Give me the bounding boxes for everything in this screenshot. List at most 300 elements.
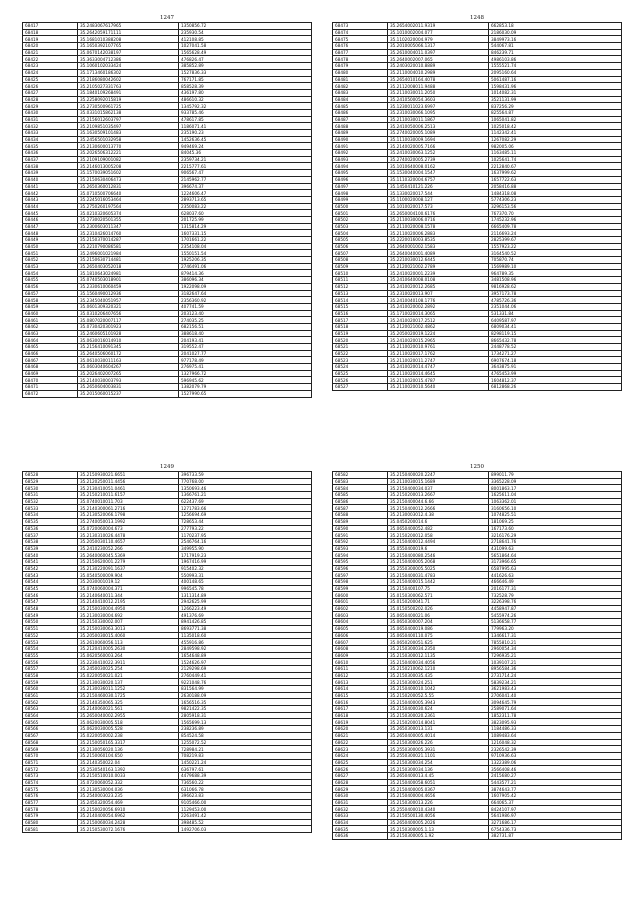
record-id-cell: 68631 — [333, 799, 388, 806]
coordinate-cell: 35.2140350065.325 — [78, 699, 179, 706]
amount-cell: 1063362.01 — [489, 498, 622, 505]
record-id-cell: 68545 — [23, 585, 78, 592]
amount-cell: 412108.85 — [179, 36, 312, 43]
record-id-cell: 68602 — [333, 605, 388, 612]
coordinate-cell: 35.2410230052.266 — [78, 545, 179, 552]
table-row — [23, 370, 312, 377]
coordinate-cell: 35.2410040108.1776 — [388, 297, 489, 304]
record-id-cell: 68468 — [23, 364, 78, 371]
table-row — [23, 330, 312, 337]
amount-cell: 5641986.97 — [489, 813, 622, 820]
record-id-cell: 68467 — [23, 357, 78, 364]
table-row — [333, 170, 622, 177]
amount-cell: 767370.70 — [489, 210, 622, 217]
table-row — [333, 203, 622, 210]
coordinate-cell: 35.2120410005.2630 — [78, 645, 179, 652]
page-1250 — [332, 463, 622, 840]
record-id-cell: 68578 — [23, 806, 78, 813]
page-number: 1249 — [160, 464, 174, 470]
record-id-cell: 68419 — [23, 36, 78, 43]
table-row — [23, 672, 312, 679]
table-row — [333, 364, 622, 371]
amount-cell: 385852.89 — [179, 63, 312, 70]
table-row — [333, 612, 622, 619]
amount-cell: 1014082.31 — [489, 89, 622, 96]
coordinate-cell: 35.2130036011.1252 — [78, 686, 179, 693]
coordinate-cell: 35.2150400044.6.66 — [388, 498, 489, 505]
coordinate-cell: 35.2050030110.4657 — [78, 538, 179, 545]
coordinate-cell: 35.2150510010.0033 — [78, 772, 179, 779]
table-row — [23, 109, 312, 116]
amount-cell: 1492706.03 — [179, 826, 312, 833]
record-id-cell: 68441 — [23, 183, 78, 190]
amount-cell: 837256.29 — [489, 103, 622, 110]
coordinate-cell: 35.2642059171111 — [78, 29, 179, 36]
amount-cell: 631066.78 — [179, 786, 312, 793]
coordinate-cell: 35.0620030005.528 — [78, 726, 179, 733]
coordinate-cell: 35.2130056020.136 — [78, 746, 179, 753]
coordinate-cell: 35.2730020501355 — [78, 216, 179, 223]
amount-cell: 386096.34 — [179, 277, 312, 284]
table-row — [23, 83, 312, 90]
coordinate-cell: 35.2186080042602 — [78, 76, 179, 83]
record-id-cell: 68596 — [333, 565, 388, 572]
coordinate-cell: 35.2110020015.4787 — [388, 377, 489, 384]
table-row — [23, 323, 312, 330]
coordinate-cell: 35.2110020006.2883 — [388, 230, 489, 237]
amount-cell: 2326542.39 — [489, 746, 622, 753]
table-row — [333, 89, 622, 96]
coordinate-cell: 35.0720060004.673 — [78, 525, 179, 532]
table-row — [333, 692, 622, 699]
table-row — [23, 579, 312, 586]
amount-cell: 3957173.78 — [489, 290, 622, 297]
coordinate-cell: 35.2640040001.4089 — [388, 250, 489, 257]
table-row — [333, 772, 622, 779]
amount-cell: 1089483.64 — [489, 732, 622, 739]
record-id-cell: 68608 — [333, 645, 388, 652]
amount-cell: 628037.60 — [179, 210, 312, 217]
record-id-cell: 68543 — [23, 572, 78, 579]
coordinate-cell: 35.2150210011.6157 — [78, 492, 179, 499]
coordinate-cell: 35.2110030011.2050 — [388, 89, 489, 96]
amount-cell: 1163485.11 — [489, 150, 622, 157]
coordinate-cell: 35.1650392107765 — [78, 43, 179, 50]
table-row — [23, 36, 312, 43]
table-row — [333, 136, 622, 143]
record-id-cell: 68470 — [23, 377, 78, 384]
table-row — [333, 310, 622, 317]
record-id-cell: 68599 — [333, 585, 388, 592]
amount-cell: 2630188.09 — [179, 692, 312, 699]
table-row — [23, 103, 312, 110]
table-row — [333, 344, 622, 351]
coordinate-cell: 35.2150400012.2666 — [388, 505, 489, 512]
coordinate-cell: 35.2130410051.0461 — [78, 485, 179, 492]
amount-cell: 915402.32 — [179, 565, 312, 572]
table-row — [23, 826, 312, 833]
amount-cell: 1322389.06 — [489, 759, 622, 766]
table-row — [333, 143, 622, 150]
table-row — [333, 645, 622, 652]
amount-cell: 3094645.79 — [489, 699, 622, 706]
table-row — [333, 505, 622, 512]
amount-cell: 736560.22 — [179, 779, 312, 786]
table-row — [333, 176, 622, 183]
record-id-cell: 68579 — [23, 813, 78, 820]
record-id-cell: 68584 — [333, 485, 388, 492]
record-id-cell: 68459 — [23, 303, 78, 310]
amount-cell: 3643875.91 — [489, 364, 622, 371]
amount-cell: 8693771.38 — [179, 625, 312, 632]
record-id-cell: 68619 — [333, 719, 388, 726]
record-id-cell: 68497 — [333, 183, 388, 190]
coordinate-cell: 35.2150630406473 — [78, 176, 179, 183]
amount-cell: 1555521.74 — [489, 63, 622, 70]
table-row — [23, 558, 312, 565]
amount-cell: 846239.71 — [489, 49, 622, 56]
record-id-cell: 68549 — [23, 612, 78, 619]
record-id-cell: 68595 — [333, 558, 388, 565]
table-row — [23, 344, 312, 351]
record-id-cell: 68433 — [23, 130, 78, 137]
record-id-cell: 68590 — [333, 525, 388, 532]
table-row — [333, 156, 622, 163]
amount-cell: 1452636.45 — [179, 136, 312, 143]
table-row — [23, 505, 312, 512]
coordinate-cell: 35.2410020012.2685 — [388, 283, 489, 290]
coordinate-cell: 35.0220050021.021 — [78, 672, 179, 679]
amount-cell: 1027041.58 — [179, 43, 312, 50]
coordinate-cell: 35.2150400080.2546 — [388, 552, 489, 559]
amount-cell: 1186071.41 — [179, 123, 312, 130]
table-row — [23, 532, 312, 539]
record-id-cell: 68532 — [23, 498, 78, 505]
coordinate-cell: 35.2026402007265 — [78, 370, 179, 377]
record-id-cell: 68428 — [23, 96, 78, 103]
table-row — [333, 183, 622, 190]
record-id-cell: 68453 — [23, 263, 78, 270]
table-row — [23, 196, 312, 203]
amount-cell: 949469.24 — [179, 143, 312, 150]
coordinate-cell: 35.2140400054.6962 — [78, 813, 179, 820]
record-id-cell: 68629 — [333, 786, 388, 793]
amount-cell: 2058416.88 — [489, 183, 622, 190]
table-row — [23, 565, 312, 572]
table-row — [23, 759, 312, 766]
record-id-cell: 68624 — [333, 752, 388, 759]
amount-cell: 3216176.29 — [489, 532, 622, 539]
record-id-cell: 68496 — [333, 176, 388, 183]
coordinate-cell: 35.2150300024.251 — [388, 679, 489, 686]
table-row — [333, 752, 622, 759]
record-id-cell: 68551 — [23, 625, 78, 632]
coordinate-cell: 35.2150300005.1.92 — [388, 833, 489, 840]
amount-cell: 400148.65 — [179, 579, 312, 586]
table-row — [23, 243, 312, 250]
record-id-cell: 68462 — [23, 323, 78, 330]
coordinate-cell: 35.2140410012.2195 — [78, 599, 179, 606]
coordinate-cell: 35.2110030006.0716 — [388, 216, 489, 223]
record-id-cell: 68630 — [333, 793, 388, 800]
coordinate-cell: 35.2550400010.4340 — [388, 806, 489, 813]
coordinate-cell: 35.1570039051602 — [78, 170, 179, 177]
amount-cell: 2589071.64 — [489, 706, 622, 713]
coordinate-cell: 35.0740503018901 — [78, 277, 179, 284]
amount-cell: 235190.23 — [179, 130, 312, 137]
amount-cell: 491376.69 — [179, 612, 312, 619]
coordinate-cell: 35.0603040604267 — [78, 364, 179, 371]
table-row — [23, 337, 312, 344]
amount-cell: 636797.61 — [179, 766, 312, 773]
table-row — [23, 726, 312, 733]
record-id-cell: 68498 — [333, 190, 388, 197]
record-id-cell: 68506 — [333, 243, 388, 250]
amount-cell: 2893713.65 — [179, 196, 312, 203]
table-row — [333, 56, 622, 63]
coordinate-cell: 35.2030001019.12 — [78, 579, 179, 586]
record-id-cell: 68586 — [333, 498, 388, 505]
coordinate-cell: 35.2150400034.037 — [388, 485, 489, 492]
table-row — [333, 665, 622, 672]
table-row — [333, 518, 622, 525]
coordinate-cell: 35.0650400110.075 — [388, 632, 489, 639]
table-row — [23, 692, 312, 699]
coordinate-cell: 35.2150460030.1725 — [78, 692, 179, 699]
coordinate-cell: 35.2130600013770 — [78, 143, 179, 150]
coordinate-cell: 35.0150200041.71 — [388, 599, 489, 606]
record-id-cell: 68505 — [333, 237, 388, 244]
record-id-cell: 68493 — [333, 156, 388, 163]
coordinate-cell: 35.2410030063.1252 — [388, 150, 489, 157]
coordinate-cell: 35.0610030011163 — [78, 357, 179, 364]
coordinate-cell: 35.1630509101483 — [78, 130, 179, 137]
record-id-cell: 68621 — [333, 732, 388, 739]
record-id-cell: 68564 — [23, 712, 78, 719]
amount-cell: 7296935.21 — [489, 652, 622, 659]
record-id-cell: 68635 — [333, 826, 388, 833]
coordinate-cell: 35.2410020001.2239 — [388, 270, 489, 277]
record-id-cell: 68472 — [23, 390, 78, 397]
table-row — [333, 216, 622, 223]
coordinate-cell: 35.2026506312221 — [78, 150, 179, 157]
table-row — [333, 297, 622, 304]
amount-cell: 767171.85 — [179, 76, 312, 83]
record-id-cell: 68417 — [23, 23, 78, 30]
coordinate-cell: 35.2150300026.226 — [388, 739, 489, 746]
amount-cell: 779963.20 — [489, 625, 622, 632]
record-id-cell: 68615 — [333, 692, 388, 699]
coordinate-cell: 35.2310426014760 — [78, 230, 179, 237]
coordinate-cell: 35.2110020014.4645 — [388, 370, 489, 377]
coordinate-cell: 35.2550300005.5025 — [388, 565, 489, 572]
coordinate-cell: 35.1330020017.544 — [388, 190, 489, 197]
amount-cell: 1266223.49 — [179, 605, 312, 612]
table-row — [23, 136, 312, 143]
coordinate-cell: 35.2110020010.5640 — [388, 384, 489, 391]
record-id-cell: 68625 — [333, 759, 388, 766]
amount-cell: 1745232.96 — [489, 216, 622, 223]
table-row — [333, 263, 622, 270]
coordinate-cell: 35.0650400021.06 — [388, 612, 489, 619]
record-id-cell: 68504 — [333, 230, 388, 237]
record-id-cell: 68529 — [23, 478, 78, 485]
record-id-cell: 68443 — [23, 196, 78, 203]
amount-cell: 436197.80 — [179, 89, 312, 96]
coordinate-cell: 35.2150300020.2361 — [388, 712, 489, 719]
record-id-cell: 68597 — [333, 572, 388, 579]
coordinate-cell: 35.2330610060459 — [78, 283, 179, 290]
record-id-cell: 68447 — [23, 223, 78, 230]
coordinate-cell: 35.0650400052.482 — [388, 525, 489, 532]
table-row — [23, 377, 312, 384]
record-id-cell: 68474 — [333, 29, 388, 36]
table-row — [23, 270, 312, 277]
table-row — [23, 116, 312, 123]
coordinate-cell: 35.2410050006.2513 — [388, 123, 489, 130]
coordinate-cell: 35.2610060056.113 — [78, 639, 179, 646]
coordinate-cell: 35.2150020056.6910 — [78, 806, 179, 813]
coordinate-cell: 35.2740050013.1992 — [78, 518, 179, 525]
table-row — [23, 283, 312, 290]
amount-cell: 1565699.13 — [179, 719, 312, 726]
record-id-cell: 68600 — [333, 592, 388, 599]
amount-cell: 2960054.34 — [489, 645, 622, 652]
amount-cell: 3296153.56 — [489, 203, 622, 210]
amount-cell: 1184486.33 — [489, 726, 622, 733]
amount-cell: 398485.52 — [179, 819, 312, 826]
record-id-cell: 68435 — [23, 143, 78, 150]
coordinate-cell: 35.2110020017.1762 — [388, 350, 489, 357]
record-id-cell: 68515 — [333, 303, 388, 310]
coordinate-cell: 35.2345040051957 — [78, 297, 179, 304]
amount-cell: 1135018.60 — [179, 632, 312, 639]
record-id-cell: 68548 — [23, 605, 78, 612]
table-row — [333, 43, 622, 50]
table-row — [23, 819, 312, 826]
coordinate-cell: 35.2130030020.137 — [78, 679, 179, 686]
coordinate-cell: 35.2650004100.6176 — [388, 210, 489, 217]
record-id-cell: 68524 — [333, 364, 388, 371]
amount-cell: 5651864.64 — [489, 552, 622, 559]
table-row — [333, 478, 622, 485]
amount-cell: 3621983.43 — [489, 686, 622, 693]
amount-cell: 6409587.97 — [489, 317, 622, 324]
table-row — [333, 384, 622, 391]
coordinate-cell: 35.2150400010.1042 — [388, 686, 489, 693]
table-row — [23, 712, 312, 719]
amount-cell: 933785.46 — [179, 109, 312, 116]
table-row — [333, 250, 622, 257]
table-row — [333, 786, 622, 793]
amount-cell: 728984.21 — [179, 746, 312, 753]
record-id-cell: 68536 — [23, 525, 78, 532]
coordinate-cell: 35.2140300061.2716 — [78, 505, 179, 512]
table-row — [23, 183, 312, 190]
amount-cell: 1967416.99 — [179, 558, 312, 565]
coordinate-cell: 35.2654002011.9319 — [388, 23, 489, 30]
table-row — [333, 552, 622, 559]
record-id-cell: 68503 — [333, 223, 388, 230]
table-row — [23, 512, 312, 519]
coordinate-cell: 35.2150030063.3013 — [78, 625, 179, 632]
record-id-cell: 68437 — [23, 156, 78, 163]
record-id-cell: 68487 — [333, 116, 388, 123]
record-id-cell: 68456 — [23, 283, 78, 290]
table-row — [333, 163, 622, 170]
table-row — [23, 384, 312, 391]
table-row — [333, 23, 622, 30]
amount-cell: 6587995.63 — [489, 565, 622, 572]
amount-cell: 1039107.21 — [489, 659, 622, 666]
amount-cell: 596945.62 — [179, 377, 312, 384]
coordinate-cell: 35.1840109268491 — [78, 89, 179, 96]
amount-cell: 3521131.99 — [489, 96, 622, 103]
record-id-cell: 68623 — [333, 746, 388, 753]
coordinate-cell: 35.0740060004.371 — [78, 585, 179, 592]
record-id-cell: 68634 — [333, 819, 388, 826]
coordinate-cell: 35.2120021002.4862 — [388, 323, 489, 330]
record-id-cell: 68562 — [23, 699, 78, 706]
amount-cell: 3566408.46 — [489, 766, 622, 773]
amount-cell: 899011.79 — [489, 472, 622, 479]
table-row — [23, 156, 312, 163]
table-row — [333, 732, 622, 739]
table-row — [333, 29, 622, 36]
coordinate-cell: 35.2210790086581 — [78, 243, 179, 250]
record-id-cell: 68616 — [333, 699, 388, 706]
table-row — [333, 726, 622, 733]
record-id-cell: 68439 — [23, 170, 78, 177]
record-id-cell: 68572 — [23, 766, 78, 773]
amount-cell: 2415680.27 — [489, 772, 622, 779]
table-row — [333, 639, 622, 646]
record-id-cell: 68571 — [23, 759, 78, 766]
page-number: 1247 — [160, 15, 174, 21]
coordinate-cell: 35.2540003023.235 — [78, 793, 179, 800]
record-id-cell: 68528 — [23, 472, 78, 479]
amount-cell: 906567.47 — [179, 170, 312, 177]
coordinate-cell: 35.2740020005.1089 — [388, 130, 489, 137]
record-id-cell: 68575 — [23, 786, 78, 793]
table-row — [333, 123, 622, 130]
amount-cell: 7855810.21 — [489, 639, 622, 646]
amount-cell: 550993.31 — [179, 572, 312, 579]
table-row — [23, 599, 312, 606]
coordinate-cell: 35.2456501032958 — [78, 136, 179, 143]
amount-cell: 3182647.64 — [179, 290, 312, 297]
record-id-cell: 68520 — [333, 337, 388, 344]
coordinate-cell: 35.2110020008.1578 — [388, 223, 489, 230]
table-row — [23, 625, 312, 632]
coordinate-cell: 35.2450030025.254 — [78, 665, 179, 672]
coordinate-cell: 35.2130030004.692 — [78, 612, 179, 619]
amount-cell: 622437.69 — [179, 498, 312, 505]
coordinate-cell: 35.2150060104.650 — [78, 752, 179, 759]
amount-cell: 8665432.78 — [489, 337, 622, 344]
coordinate-cell: 35.2210030012.6445 — [388, 257, 489, 264]
record-id-cell: 68465 — [23, 344, 78, 351]
amount-cell: 5455974.26 — [489, 612, 622, 619]
coordinate-cell: 35.2150400005.0367 — [388, 786, 489, 793]
record-id-cell: 68461 — [23, 317, 78, 324]
table-row — [333, 659, 622, 666]
coordinate-cell: 35.2150530072.1676 — [78, 826, 179, 833]
record-id-cell: 68592 — [333, 538, 388, 545]
record-id-cell: 68537 — [23, 532, 78, 539]
record-id-cell: 68421 — [23, 49, 78, 56]
amount-cell: 1734271.27 — [489, 350, 622, 357]
